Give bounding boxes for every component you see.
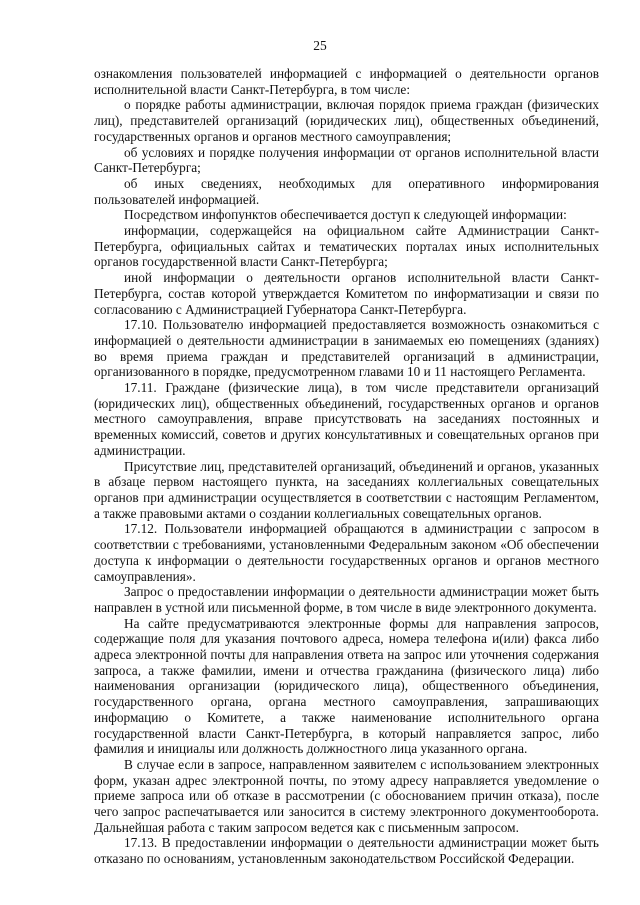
paragraph: Присутствие лиц, представителей организаций, объединений и органов, указанных в абзаце первом настоящего пункта, на заседаниях коллегиальных совещательных органов при администрации осуществляется в соответствии с настоящим Регламентом, а также правовыми актами о создании коллегиальных совещательных органов. — [94, 458, 599, 521]
paragraph: информации, содержащейся на официальном сайте Администрации Санкт-Петербурга, официальных сайтах и тематических порталах иных исполнительных органов государственной власти Санкт-Петербурга; — [94, 223, 599, 270]
paragraph: 17.11. Граждане (физические лица), в том числе представители организаций (юридических лиц), общественных объединений, государственных органов и органов местного самоуправления, вправе присутствовать на заседаниях постоянных и временных комиссий, советов и других консультативных и совещательных органов при администрации. — [94, 380, 599, 458]
paragraph: 17.12. Пользователи информацией обращаются в администрации с запросом в соответствии с требованиями, установленными Федеральным законом «Об обеспечении доступа к информации о деятельности государственных органов и органов местного самоуправления». — [94, 521, 599, 584]
paragraph: Запрос о предоставлении информации о деятельности администрации может быть направлен в устной или письменной форме, в том числе в виде электронного документа. — [94, 584, 599, 615]
paragraph: На сайте предусматриваются электронные формы для направления запросов, содержащие поля для указания почтового адреса, номера телефона и(или) факса либо адреса электронной почты для направления ответа на запрос или уточнения содержания запроса, а также фамилии, имени и отчества гражданина (физического лица) либо наименования организации (юридического лица), общественного объединения, государственного органа, органа местного самоуправления, запрашивающих информацию о Комитете, а также наименование исполнительного органа государственной власти Санкт-Петербурга, в который направляется запрос, либо фамилия и инициалы или должность должностного лица указанного органа. — [94, 615, 599, 757]
paragraph: Посредством инфопунктов обеспечивается доступ к следующей информации: — [124, 207, 567, 223]
page-number: 25 — [313, 38, 327, 53]
paragraph: В случае если в запросе, направленном заявителем с использованием электронных форм, указан адрес электронной почты, по этому адресу направляется уведомление о приеме запроса или об отказе в рассмотрении (с обоснованием причин отказа), после чего запрос распечатывается или заносится в систему электронного документооборота. Дальнейшая работа с таким запросом ведется как с письменным запросом. — [94, 756, 599, 835]
paragraph: о порядке работы администрации, включая порядок приема граждан (физических лиц), представителей организаций (юридических лиц), общественных объединений, государственных органов и органов местного самоуправления; — [94, 97, 599, 144]
paragraph: об иных сведениях, необходимых для оперативного информирования пользователей информацией. — [94, 175, 599, 207]
paragraph: 17.13. В предоставлении информации о деятельности администрации может быть отказано по основаниям, установленным законодательством Российской Федерации. — [94, 835, 599, 867]
paragraph: иной информации о деятельности органов исполнительной власти Санкт-Петербурга, состав которой утверждается Комитетом по информатизации и связи по согласованию с Администрацией Губернатора Санкт-Петербурга. — [94, 270, 599, 317]
document-body — [94, 66, 599, 867]
paragraph: об условиях и порядке получения информации от органов исполнительной власти Санкт-Петербурга; — [94, 144, 599, 176]
paragraph: 17.10. Пользователю информацией предоставляется возможность ознакомиться с информацией о деятельности администрации в занимаемых ею помещениях (зданиях) во время приема граждан и представителей организаций в администрации, организованного в порядке, предусмотренном главами 10 и 11 настоящего Регламента. — [94, 317, 599, 380]
paragraph: ознакомления пользователей информацией с информацией о деятельности органов исполнительной власти Санкт-Петербурга, в том числе: — [94, 66, 599, 97]
